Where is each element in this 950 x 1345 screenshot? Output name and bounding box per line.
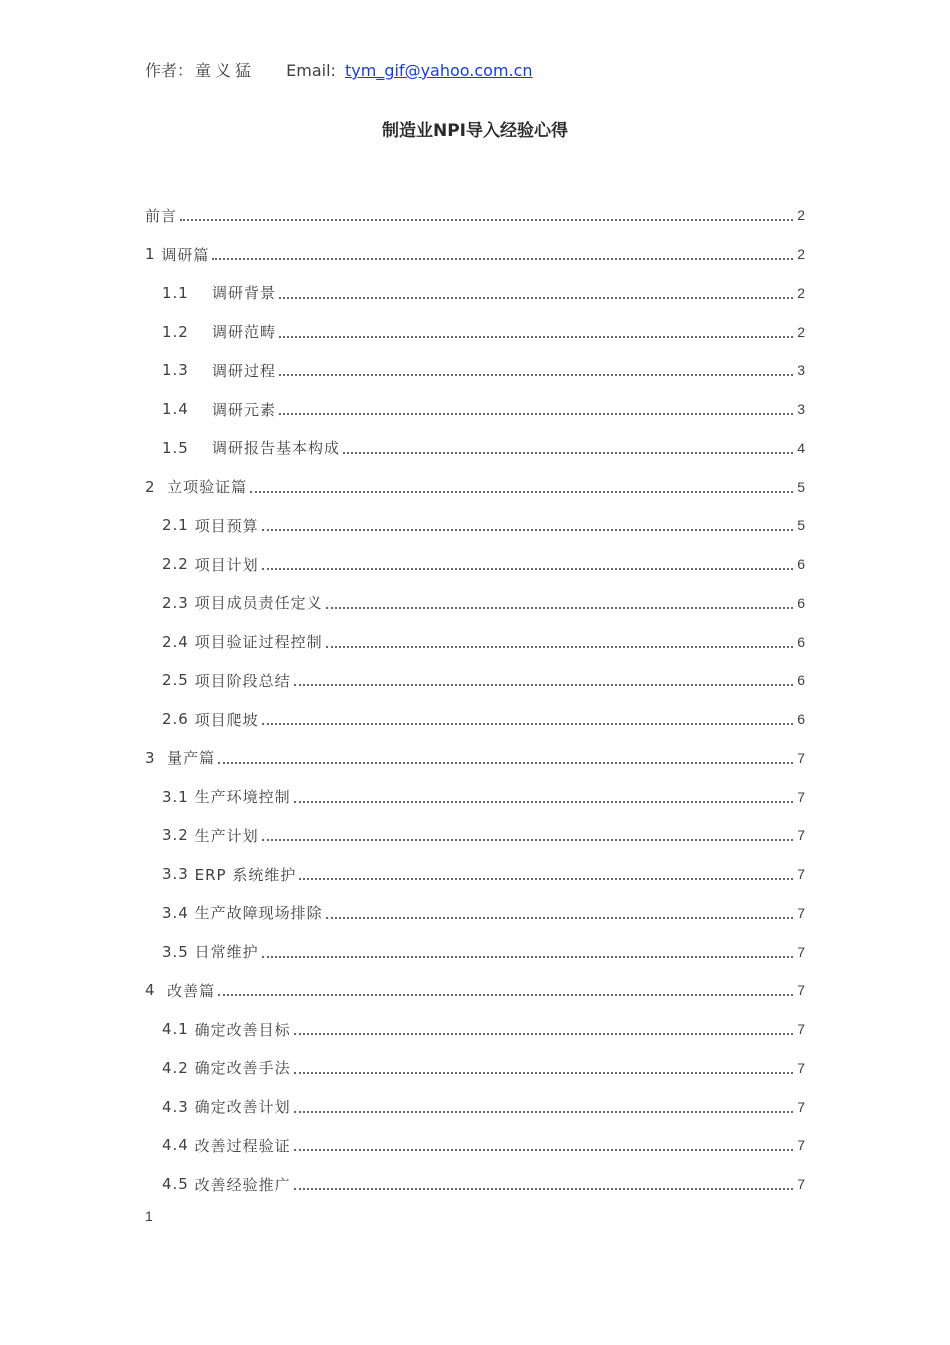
toc-dot-leader xyxy=(250,491,793,493)
toc-entry-number: 2.2 xyxy=(162,555,195,574)
toc-dot-leader xyxy=(294,1188,793,1190)
toc-entry[interactable] xyxy=(145,1165,805,1204)
toc-entry-number: 3.5 xyxy=(162,942,195,961)
toc-entry-number: 1.4 xyxy=(162,400,212,419)
toc-entry[interactable] xyxy=(145,777,805,816)
toc-dot-leader xyxy=(262,568,793,570)
toc-entry-number: 1.3 xyxy=(162,361,212,380)
toc-entry-page: 4 xyxy=(797,439,805,456)
toc-entry-label: 确定改善目标 xyxy=(194,1020,291,1039)
toc-entry-number: 2 xyxy=(145,477,168,496)
toc-entry-label: 日常维护 xyxy=(194,943,259,962)
toc-entry-page: 5 xyxy=(797,478,805,495)
toc-entry[interactable] xyxy=(145,467,805,506)
toc-entry-page: 7 xyxy=(797,1021,805,1038)
toc-entry[interactable] xyxy=(145,661,805,700)
author-label: 作者： xyxy=(145,61,194,80)
toc-entry-page: 5 xyxy=(797,517,805,534)
toc-entry-label: 确定改善计划 xyxy=(194,1098,291,1117)
toc-entry[interactable] xyxy=(145,506,805,545)
toc-entry-number: 2.3 xyxy=(162,593,195,612)
toc-entry-label: ERP 系统维护 xyxy=(194,865,297,884)
toc-entry[interactable] xyxy=(145,739,805,778)
toc-entry-number: 4.2 xyxy=(162,1058,195,1077)
toc-entry[interactable] xyxy=(145,274,805,313)
toc-entry-label: 生产故障现场排除 xyxy=(194,904,323,923)
toc-entry-label: 改善过程验证 xyxy=(194,1136,291,1155)
page-number: 1 xyxy=(145,1208,153,1224)
toc-entry[interactable] xyxy=(145,429,805,468)
toc-dot-leader xyxy=(326,646,793,648)
toc-entry-label: 项目验证过程控制 xyxy=(194,633,323,652)
toc-entry-page: 7 xyxy=(797,827,805,844)
toc-entry-label: 调研元素 xyxy=(211,400,276,419)
toc-entry[interactable] xyxy=(145,1010,805,1049)
toc-entry-page: 6 xyxy=(797,556,805,573)
toc-entry-page: 7 xyxy=(797,749,805,766)
toc-entry-page: 7 xyxy=(797,788,805,805)
toc-entry[interactable] xyxy=(145,894,805,933)
toc-entry[interactable] xyxy=(145,584,805,623)
toc-dot-leader xyxy=(262,839,793,841)
toc-dot-leader xyxy=(279,336,793,338)
toc-entry[interactable] xyxy=(145,700,805,739)
toc-entry-number: 4 xyxy=(145,981,168,1000)
toc-entry-page: 7 xyxy=(797,866,805,883)
toc-entry-page: 7 xyxy=(797,904,805,921)
toc-entry-number: 2.6 xyxy=(162,710,195,729)
toc-entry[interactable] xyxy=(145,816,805,855)
toc-entry-number: 1.2 xyxy=(162,322,212,341)
toc-entry-label: 调研篇 xyxy=(161,245,210,264)
toc-entry-label: 项目成员责任定义 xyxy=(194,594,323,613)
toc-entry[interactable] xyxy=(145,1126,805,1165)
toc-dot-leader xyxy=(294,1072,793,1074)
toc-entry-page: 2 xyxy=(797,323,805,340)
email-link[interactable]: tym_gif@yahoo.com.cn xyxy=(345,61,533,80)
toc-dot-leader xyxy=(262,529,793,531)
toc-entry-page: 7 xyxy=(797,1137,805,1154)
toc-entry-page: 7 xyxy=(797,1059,805,1076)
toc-entry-label: 确定改善手法 xyxy=(194,1059,291,1078)
toc-dot-leader xyxy=(294,1111,793,1113)
toc-entry-label: 调研报告基本构成 xyxy=(211,439,340,458)
toc-dot-leader xyxy=(262,956,793,958)
toc-entry-label: 调研背景 xyxy=(211,284,276,303)
toc-entry-number: 3.3 xyxy=(162,865,195,884)
toc-entry[interactable] xyxy=(145,1087,805,1126)
toc-entry-page: 7 xyxy=(797,943,805,960)
toc-entry-page: 7 xyxy=(797,1098,805,1115)
toc-entry-number: 3.2 xyxy=(162,826,195,845)
toc-dot-leader xyxy=(294,1149,793,1151)
toc-dot-leader xyxy=(262,723,793,725)
toc-entry-number: 4.1 xyxy=(162,1020,195,1039)
toc-entry-label: 调研过程 xyxy=(211,361,276,380)
toc-dot-leader xyxy=(299,878,793,880)
toc-entry-page: 3 xyxy=(797,401,805,418)
toc-entry-number: 3.4 xyxy=(162,903,195,922)
toc-entry[interactable] xyxy=(145,622,805,661)
toc-entry-number: 4.4 xyxy=(162,1136,195,1155)
toc-entry-page: 6 xyxy=(797,711,805,728)
toc-dot-leader xyxy=(326,917,793,919)
toc-entry-page: 6 xyxy=(797,672,805,689)
toc-entry-number: 4.3 xyxy=(162,1097,195,1116)
toc-entry-number: 1.5 xyxy=(162,438,212,457)
toc-dot-leader xyxy=(326,607,793,609)
toc-entry-page: 7 xyxy=(797,1176,805,1193)
email-label: Email: xyxy=(286,61,336,80)
toc-entry[interactable] xyxy=(145,390,805,429)
toc-entry-label: 项目阶段总结 xyxy=(194,671,291,690)
toc-entry-label: 生产环境控制 xyxy=(194,788,291,807)
toc-entry[interactable] xyxy=(145,545,805,584)
toc-entry-page: 6 xyxy=(797,633,805,650)
toc-entry[interactable] xyxy=(145,235,805,274)
toc-entry-label: 项目计划 xyxy=(194,555,259,574)
toc-entry-number: 4.5 xyxy=(162,1175,195,1194)
toc-dot-leader xyxy=(294,1033,793,1035)
toc-entry-label: 改善篇 xyxy=(167,981,216,1000)
toc-dot-leader xyxy=(212,258,793,260)
toc-entry-label: 项目爬坡 xyxy=(194,710,259,729)
toc-entry-label: 生产计划 xyxy=(194,826,259,845)
toc-entry[interactable] xyxy=(145,932,805,971)
toc-entry-number: 2.1 xyxy=(162,516,195,535)
toc-entry-page: 7 xyxy=(797,982,805,999)
toc-entry-label: 调研范畴 xyxy=(211,323,276,342)
toc-entry-page: 2 xyxy=(797,246,805,263)
toc-entry[interactable] xyxy=(145,1049,805,1088)
document-header xyxy=(145,58,533,81)
toc-entry[interactable] xyxy=(145,312,805,351)
toc-entry-label: 量产篇 xyxy=(167,749,216,768)
toc-dot-leader xyxy=(279,413,793,415)
toc-entry-number: 1 xyxy=(145,245,162,264)
toc-entry-number: 2.4 xyxy=(162,632,195,651)
toc-entry-label: 改善经验推广 xyxy=(194,1175,291,1194)
toc-dot-leader xyxy=(294,684,793,686)
document-title: 制造业NPI导入经验心得 xyxy=(381,121,568,141)
toc-dot-leader xyxy=(218,994,793,996)
toc-dot-leader xyxy=(218,762,793,764)
toc-entry-number: 2.5 xyxy=(162,671,195,690)
author-name: 童义猛 xyxy=(195,61,256,80)
toc-entry-number: 3 xyxy=(145,748,168,767)
toc-entry[interactable] xyxy=(145,351,805,390)
toc-dot-leader xyxy=(343,452,793,454)
toc-entry-number: 1.1 xyxy=(162,283,212,302)
toc-entry[interactable] xyxy=(145,971,805,1010)
toc-entry-number: 3.1 xyxy=(162,787,195,806)
table-of-contents xyxy=(145,196,805,1204)
toc-entry[interactable] xyxy=(145,855,805,894)
toc-dot-leader xyxy=(279,297,793,299)
toc-entry-label: 前言 xyxy=(145,206,178,225)
toc-entry-page: 2 xyxy=(797,284,805,301)
toc-entry-page: 3 xyxy=(797,362,805,379)
toc-dot-leader xyxy=(180,219,793,221)
toc-dot-leader xyxy=(279,374,793,376)
toc-dot-leader xyxy=(294,801,793,803)
toc-entry-label: 项目预算 xyxy=(194,516,259,535)
toc-entry[interactable] xyxy=(145,196,805,235)
toc-entry-label: 立项验证篇 xyxy=(167,478,248,497)
toc-entry-page: 6 xyxy=(797,594,805,611)
toc-entry-page: 2 xyxy=(797,207,805,224)
